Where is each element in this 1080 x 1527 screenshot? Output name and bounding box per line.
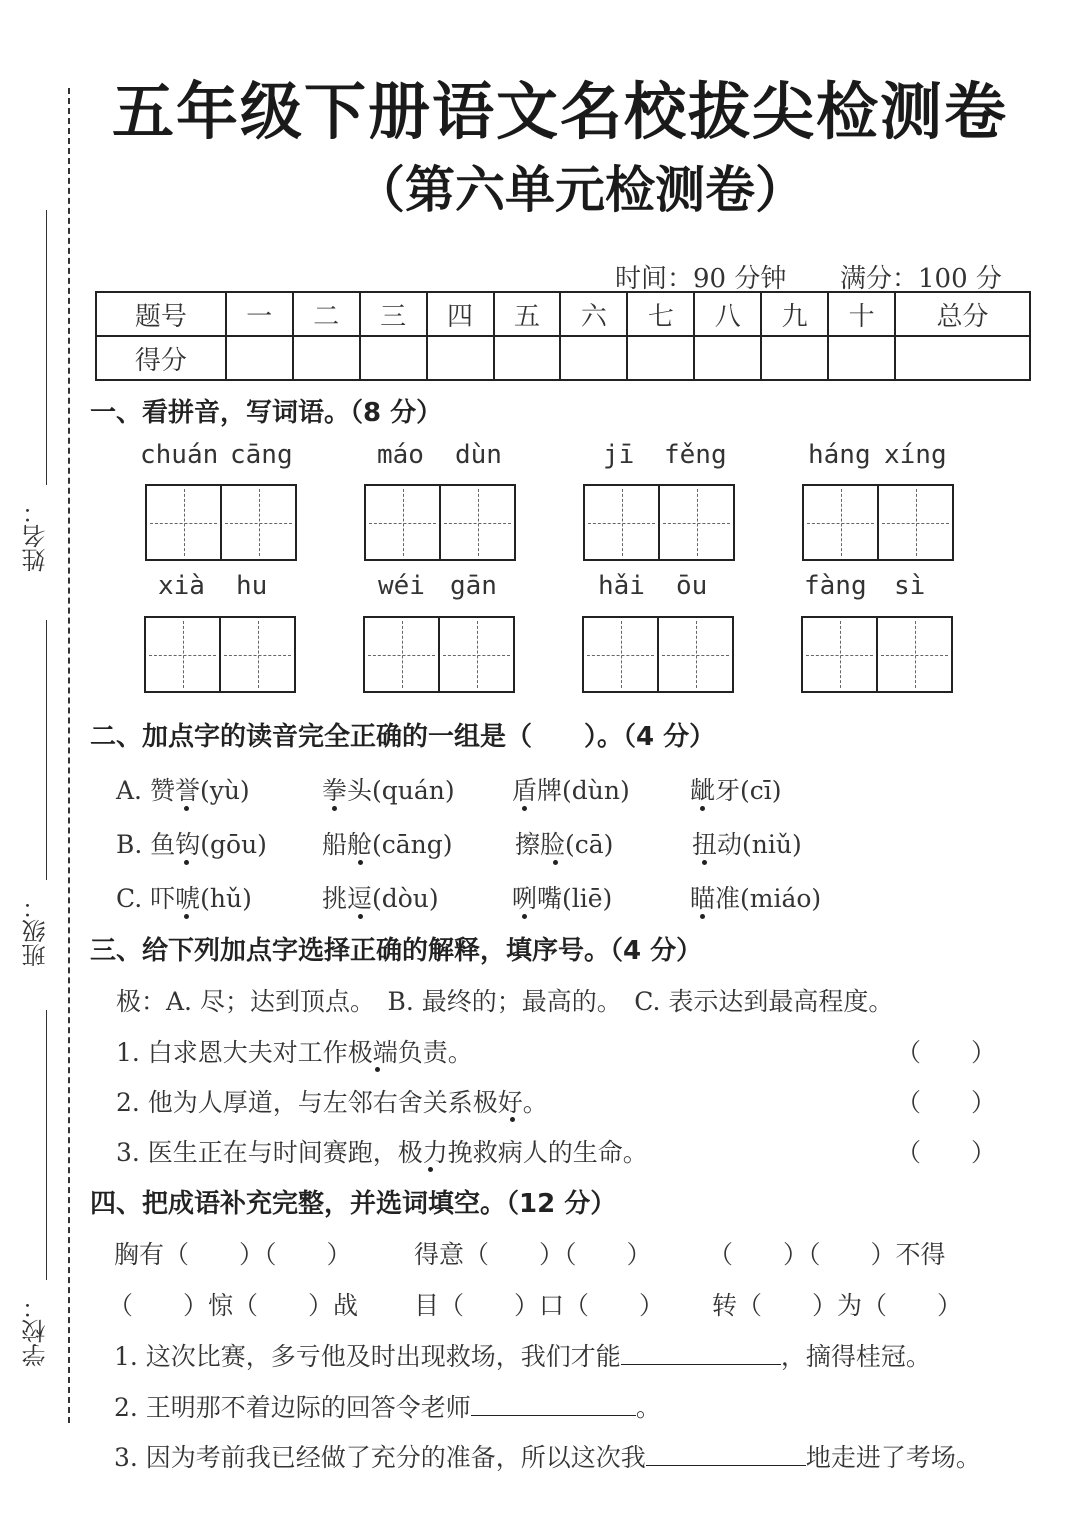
table-header-cell: 五 bbox=[494, 292, 561, 336]
score-table bbox=[95, 291, 1031, 381]
emphasis-dot bbox=[375, 1067, 380, 1072]
option-item: 盾牌(dùn) bbox=[512, 776, 630, 805]
table-header-cell: 七 bbox=[627, 292, 694, 336]
table-row-label: 得分 bbox=[96, 336, 226, 380]
pinyin: fàng bbox=[804, 571, 867, 601]
emphasis-dot bbox=[700, 806, 705, 811]
table-header-cell: 三 bbox=[360, 292, 427, 336]
q3-item: 3. 医生正在与时间赛跑，极力挽救病人的生命。 bbox=[116, 1138, 648, 1167]
class-line bbox=[46, 620, 47, 880]
table-header-cell: 九 bbox=[761, 292, 828, 336]
emphasis-dot bbox=[700, 914, 705, 919]
character-grid[interactable] bbox=[801, 616, 953, 693]
table-header-cell: 四 bbox=[427, 292, 494, 336]
sentence-text: 。 bbox=[635, 1393, 661, 1422]
option-item: 船舱(cāng) bbox=[322, 830, 453, 859]
option-item: B. 鱼钩(gōu) bbox=[116, 830, 267, 859]
score-table-header-row bbox=[96, 292, 1030, 336]
character-grid[interactable] bbox=[144, 616, 296, 693]
table-header-cell: 总分 bbox=[895, 292, 1030, 336]
emphasis-dot bbox=[184, 860, 189, 865]
time-label: 时间：90 分钟 bbox=[615, 264, 787, 294]
emphasis-dot bbox=[184, 914, 189, 919]
class-label: 班级： bbox=[22, 895, 50, 967]
sentence-text: 3. 因为考前我已经做了充分的准备，所以这次我 bbox=[114, 1443, 646, 1472]
emphasis-dot bbox=[522, 914, 527, 919]
pinyin: háng bbox=[808, 440, 871, 470]
pinyin: jī bbox=[603, 440, 635, 470]
emphasis-dot bbox=[358, 860, 363, 865]
character-grid[interactable] bbox=[145, 484, 297, 561]
score-cell[interactable] bbox=[895, 336, 1030, 380]
score-cell[interactable] bbox=[494, 336, 561, 380]
emphasis-dot bbox=[332, 806, 337, 811]
pinyin: máo bbox=[377, 440, 424, 470]
q1-title: 一、看拼音，写词语。（8 分） bbox=[90, 398, 443, 428]
name-line bbox=[46, 210, 47, 485]
idiom-item[interactable]: 得意（ ）（ ） bbox=[414, 1240, 652, 1269]
table-header-cell: 六 bbox=[560, 292, 627, 336]
option-item: 瞄准(miáo) bbox=[690, 884, 822, 913]
sentence-text: 地走进了考场。 bbox=[805, 1443, 981, 1472]
full-score-label: 满分：100 分 bbox=[840, 264, 1002, 294]
idiom-item[interactable]: 转（ ）为（ ） bbox=[712, 1291, 963, 1320]
sentence-text: 1. 这次比赛，多亏他及时出现救场，我们才能 bbox=[114, 1342, 621, 1371]
option-item: A. 赞誉(yù) bbox=[116, 776, 250, 805]
idiom-item[interactable]: （ ）惊（ ）战 bbox=[108, 1291, 359, 1320]
score-cell[interactable] bbox=[560, 336, 627, 380]
answer-paren[interactable]: （ ） bbox=[896, 1038, 997, 1067]
q2-title: 二、加点字的读音完全正确的一组是（ ）。（4 分） bbox=[90, 722, 716, 752]
table-header-cell: 十 bbox=[828, 292, 895, 336]
pinyin: cāng bbox=[230, 440, 293, 470]
emphasis-dot bbox=[428, 1167, 433, 1172]
school-label: 学校： bbox=[22, 1295, 50, 1367]
idiom-item[interactable]: （ ）（ ）不得 bbox=[708, 1240, 946, 1269]
option-item: 扭动(niǔ) bbox=[692, 830, 802, 859]
option-item: 拳头(quán) bbox=[322, 776, 455, 805]
score-cell[interactable] bbox=[694, 336, 761, 380]
score-cell[interactable] bbox=[360, 336, 427, 380]
score-cell[interactable] bbox=[761, 336, 828, 380]
emphasis-dot bbox=[702, 860, 707, 865]
emphasis-dot bbox=[553, 860, 558, 865]
page-subtitle: （第六单元检测卷） bbox=[355, 161, 805, 219]
character-grid[interactable] bbox=[582, 616, 734, 693]
option-item: 擦脸(cā) bbox=[515, 830, 614, 859]
school-line bbox=[46, 1010, 47, 1280]
answer-paren[interactable]: （ ） bbox=[896, 1088, 997, 1117]
pinyin: hǎi bbox=[598, 571, 645, 601]
fill-sentence-1 bbox=[114, 1337, 931, 1373]
answer-blank[interactable] bbox=[471, 1415, 636, 1416]
name-label: 姓名： bbox=[22, 500, 50, 572]
pinyin: fěng bbox=[664, 440, 727, 470]
score-cell[interactable] bbox=[226, 336, 293, 380]
fill-sentence-3 bbox=[114, 1438, 981, 1474]
character-grid[interactable] bbox=[583, 484, 735, 561]
option-item: 龇牙(cī) bbox=[690, 776, 782, 805]
pinyin: xià bbox=[158, 571, 205, 601]
fill-sentence-2 bbox=[114, 1388, 661, 1424]
table-header-cell: 二 bbox=[293, 292, 360, 336]
score-cell[interactable] bbox=[427, 336, 494, 380]
q3-definition: 极：A. 尽；达到顶点。 B. 最终的；最高的。 C. 表示达到最高程度。 bbox=[116, 987, 894, 1016]
emphasis-dot bbox=[522, 806, 527, 811]
emphasis-dot bbox=[358, 914, 363, 919]
score-cell[interactable] bbox=[293, 336, 360, 380]
pinyin: sì bbox=[894, 571, 926, 601]
table-header-cell: 八 bbox=[694, 292, 761, 336]
option-item: 咧嘴(liē) bbox=[512, 884, 613, 913]
pinyin: wéi bbox=[378, 571, 425, 601]
pinyin: chuán bbox=[140, 440, 219, 470]
character-grid[interactable] bbox=[802, 484, 954, 561]
pinyin: gān bbox=[450, 571, 497, 601]
table-header-cell: 一 bbox=[226, 292, 293, 336]
pinyin: ōu bbox=[676, 571, 708, 601]
character-grid[interactable] bbox=[363, 616, 515, 693]
emphasis-dot bbox=[184, 806, 189, 811]
q3-item: 1. 白求恩大夫对工作极端负责。 bbox=[116, 1038, 473, 1067]
pinyin: xíng bbox=[884, 440, 947, 470]
table-header-cell: 题号 bbox=[96, 292, 226, 336]
page-title: 五年级下册语文名校拔尖检测卷 bbox=[111, 75, 1008, 148]
pinyin: hu bbox=[236, 571, 268, 601]
emphasis-dot bbox=[510, 1117, 515, 1122]
sentence-text: 2. 王明那不着边际的回答令老师 bbox=[114, 1393, 471, 1422]
idiom-item[interactable]: 目（ ）口（ ） bbox=[414, 1291, 665, 1320]
q3-item: 2. 他为人厚道，与左邻右舍关系极好。 bbox=[116, 1088, 548, 1117]
option-item: C. 吓唬(hǔ) bbox=[116, 884, 252, 913]
score-table-score-row bbox=[96, 336, 1030, 380]
score-cell[interactable] bbox=[828, 336, 895, 380]
character-grid[interactable] bbox=[364, 484, 516, 561]
q3-title: 三、给下列加点字选择正确的解释，填序号。（4 分） bbox=[90, 936, 703, 966]
answer-blank[interactable] bbox=[621, 1364, 781, 1365]
answer-blank[interactable] bbox=[646, 1465, 806, 1466]
idiom-item[interactable]: 胸有（ ）（ ） bbox=[114, 1240, 352, 1269]
q4-title: 四、把成语补充完整，并选词填空。（12 分） bbox=[90, 1189, 617, 1219]
score-cell[interactable] bbox=[627, 336, 694, 380]
pinyin: dùn bbox=[455, 440, 502, 470]
sentence-text: ，摘得桂冠。 bbox=[780, 1342, 931, 1371]
binding-dashed-line bbox=[68, 88, 70, 1423]
answer-paren[interactable]: （ ） bbox=[896, 1138, 997, 1167]
option-item: 挑逗(dòu) bbox=[322, 884, 439, 913]
